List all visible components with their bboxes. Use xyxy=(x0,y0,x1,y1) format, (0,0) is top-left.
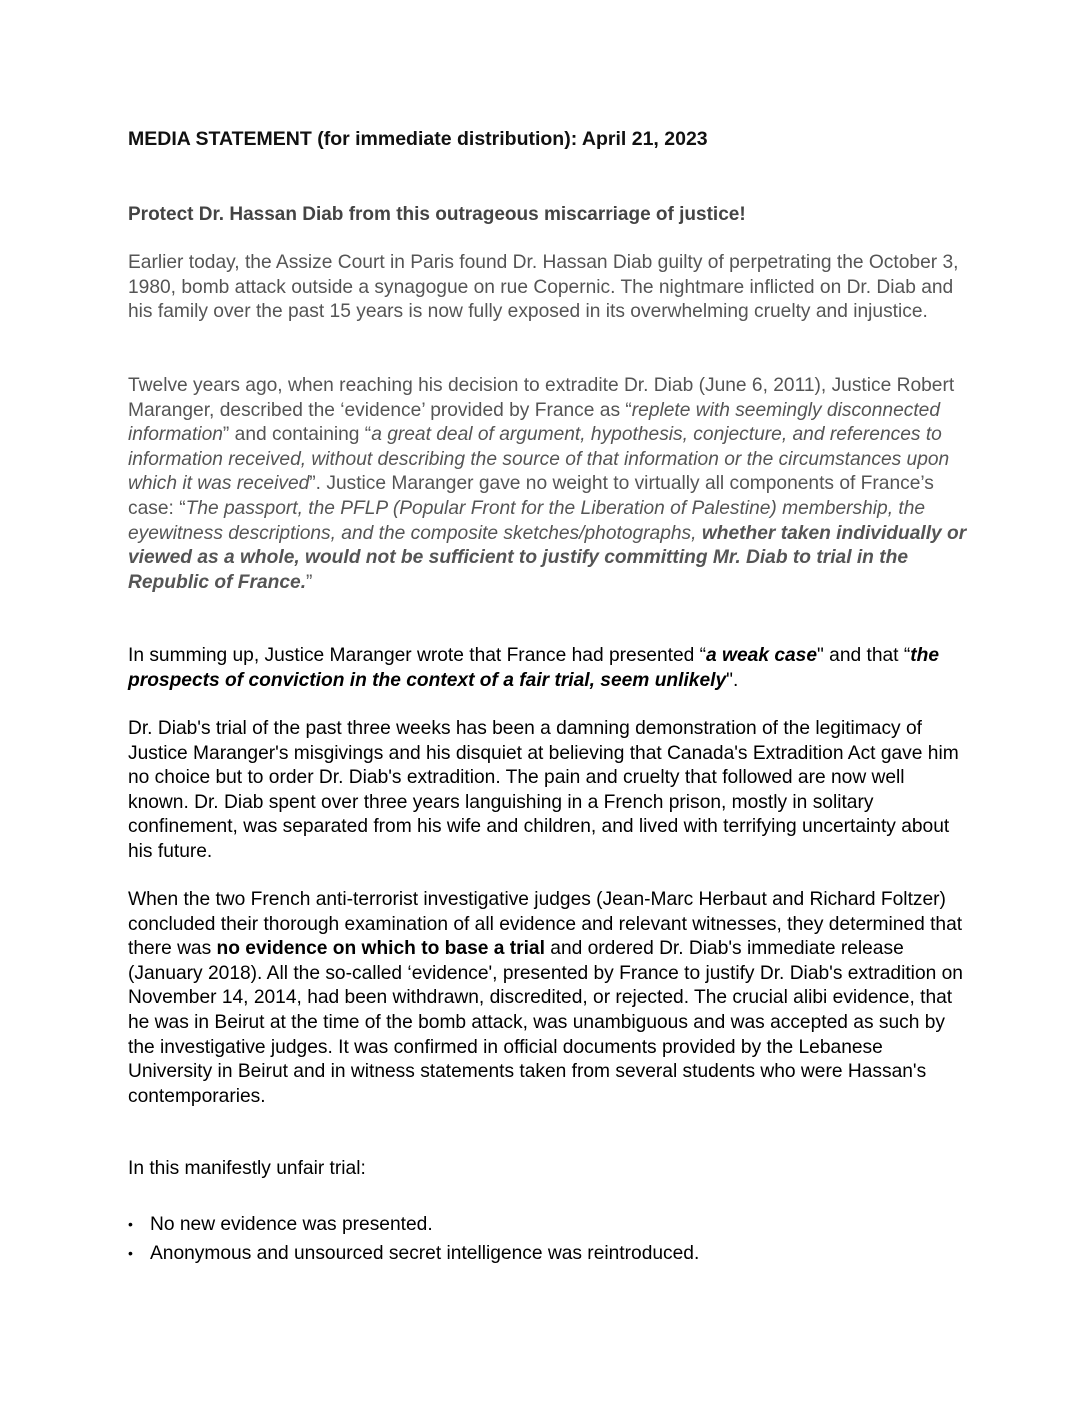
bullet-icon: • xyxy=(128,1216,133,1232)
text-span: When the two French anti-terrorist investigative judges (Jean-Marc Herbaut and Richard Foltzer) concluded their thorough examination of all evidence and relevant witnesses, they determined that there was xyxy=(128,889,963,960)
statement-subtitle: Protect Dr. Hassan Diab from this outrageous miscarriage of justice! xyxy=(128,204,746,225)
text-span: and ordered Dr. Diab's immediate release (January 2018). All the so-called ‘evidence', presented by France to justify Dr. Diab's extradition on November 14, 2014, had been withdrawn, discredited, or rejected. The crucial alibi evidence, that he was in Beirut at the time of the bomb attack, was unambiguous and was accepted as such by the investigative judges. It was confirmed in official documents provided by the Lebanese University in Beirut and in witness statements taken from several students who were Hassan's contemporaries. xyxy=(128,938,963,1107)
paragraph-summing-up xyxy=(128,644,968,693)
bullet-list xyxy=(128,1210,699,1268)
list-item xyxy=(128,1210,699,1239)
paragraph-trial: Dr. Diab's trial of the past three weeks has been a damning demonstration of the legitimacy of Justice Maranger's misgivings and his disquiet at believing that Canada's Extradition Act gave him no choice but to order Dr. Diab's extradition. The pain and cruelty that followed are now well known. Dr. Diab spent over three years languishing in a French prison, mostly in solitary confinement, was separated from his wife and children, and lived with terrifying uncertainty about his future. xyxy=(128,718,959,862)
list-item-text: Anonymous and unsourced secret intelligence was reintroduced. xyxy=(150,1243,700,1264)
text-span: " and that “ xyxy=(817,645,911,666)
paragraph-maranger-decision xyxy=(128,374,968,595)
bold-phrase: no evidence on which to base a trial xyxy=(216,938,545,960)
bullet-icon: • xyxy=(128,1245,133,1261)
text-span: ”. Justice Maranger gave no weight to virtually all components of France’s case: “ xyxy=(128,473,934,519)
paragraph-verdict: Earlier today, the Assize Court in Paris found Dr. Hassan Diab guilty of perpetrating the October 3, 1980, bomb attack outside a synagogue on rue Copernic. The nightmare inflicted on Dr. Diab and his family over the past 15 years is now fully exposed in its overwhelming cruelty and injustice. xyxy=(128,252,959,323)
paragraph-unfair-trial: In this manifestly unfair trial: xyxy=(128,1158,366,1179)
text-span: Twelve years ago, when reaching his decision to extradite Dr. Diab (June 6, 2011), Justice Robert Maranger, described the ‘evidence’ provided by France as “ xyxy=(128,375,955,421)
paragraph-investigative-judges xyxy=(128,888,968,1109)
quote-weak-case: a weak case xyxy=(706,645,818,666)
statement-title: MEDIA STATEMENT (for immediate distribution): April 21, 2023 xyxy=(128,128,708,150)
quote-bold-italic xyxy=(706,645,817,666)
quote-prospects: the prospects of conviction in the context of a fair trial, seem unlikely xyxy=(128,645,940,691)
quote-bold-italic-text: whether taken individually or viewed as a whole, would not be sufficient to justify committing Mr. Diab to trial in the Republic of France. xyxy=(128,522,967,593)
list-item-text: No new evidence was presented. xyxy=(150,1214,433,1235)
list-item xyxy=(128,1239,699,1268)
text-span: ” xyxy=(306,571,313,593)
text-span: In summing up, Justice Maranger wrote that France had presented “ xyxy=(128,645,707,666)
text-span: ” and containing “ xyxy=(222,424,372,446)
text-span: ". xyxy=(726,669,739,691)
quote-italic: The passport, the PFLP (Popular Front for the Liberation of Palestine) membership, the eyewitness descriptions, and the composite sketches/photographs, xyxy=(128,497,926,544)
quote-italic: a great deal of argument, hypothesis, conjecture, and references to information received, without describing the source of that information or the circumstances upon which it was received xyxy=(128,424,950,495)
quote-italic: replete with seemingly disconnected information xyxy=(128,399,941,446)
